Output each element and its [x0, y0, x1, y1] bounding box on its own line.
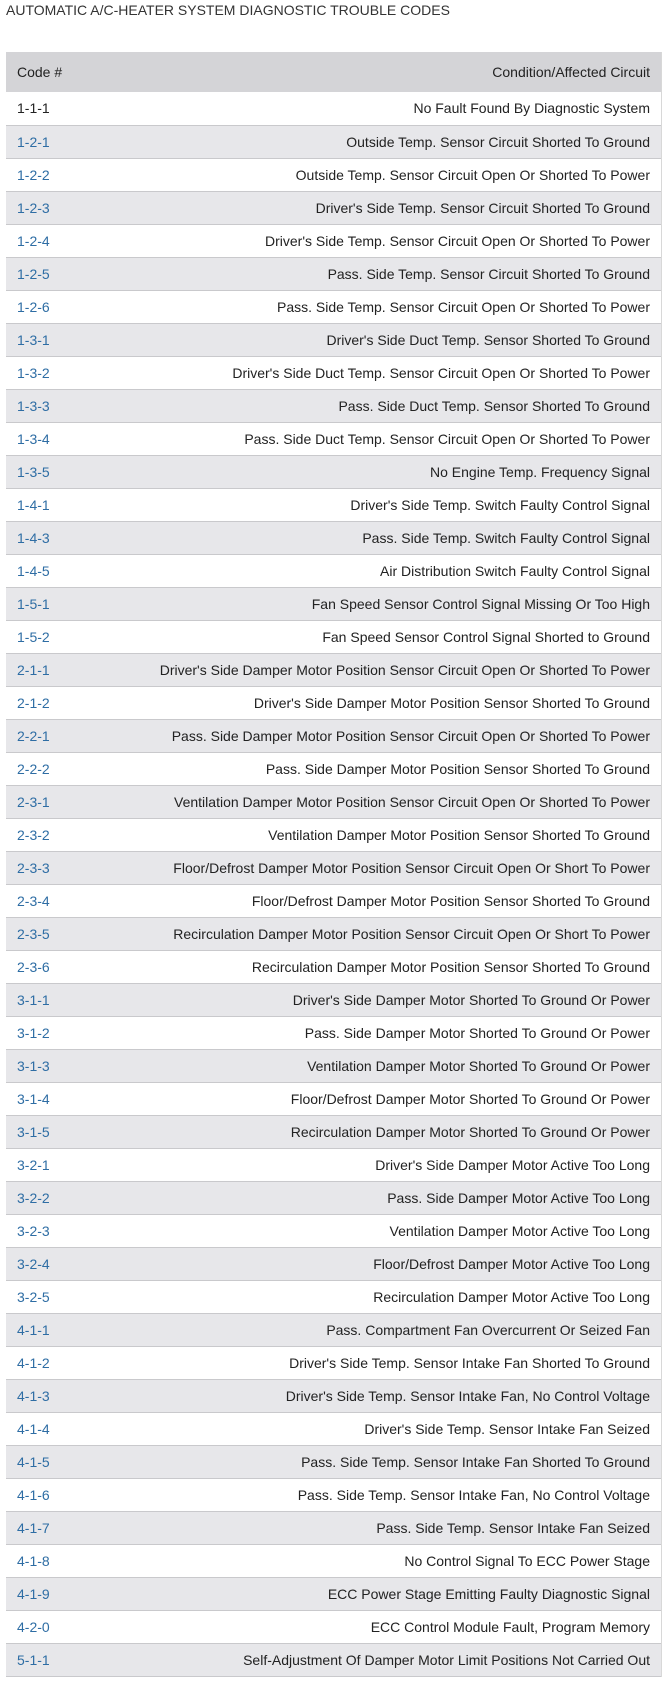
condition-cell: Recirculation Damper Motor Shorted To Ground Or Power: [290, 1123, 650, 1140]
table-body: [6, 92, 661, 1676]
condition-cell: Pass. Side Temp. Sensor Intake Fan Seized: [376, 1519, 650, 1536]
code-link[interactable]: 2-2-1: [17, 727, 50, 744]
condition-cell: Driver's Side Temp. Sensor Intake Fan, No Control Voltage: [285, 1387, 650, 1404]
table-row: [6, 125, 661, 158]
header-condition: Condition/Affected Circuit: [492, 64, 650, 80]
condition-cell: Pass. Compartment Fan Overcurrent Or Seized Fan: [326, 1321, 650, 1338]
code-link[interactable]: 1-2-1: [17, 133, 50, 150]
table-row: [6, 884, 661, 917]
condition-cell: Driver's Side Temp. Sensor Intake Fan Shorted To Ground: [289, 1354, 650, 1371]
code-link[interactable]: 3-1-4: [17, 1090, 50, 1107]
code-link[interactable]: 1-2-5: [17, 265, 50, 282]
table-header: [6, 52, 661, 92]
code-link[interactable]: 3-1-3: [17, 1057, 50, 1074]
code-link[interactable]: 4-1-9: [17, 1585, 50, 1602]
code-link[interactable]: 1-4-1: [17, 496, 50, 513]
table-row: [6, 950, 661, 983]
table-row: [6, 1643, 661, 1676]
code-link[interactable]: 2-3-1: [17, 793, 50, 810]
table-row: [6, 323, 661, 356]
code-link[interactable]: 4-1-2: [17, 1354, 50, 1371]
code-link[interactable]: 1-3-4: [17, 430, 50, 447]
table-row: [6, 389, 661, 422]
table-row: [6, 1313, 661, 1346]
condition-cell: Pass. Side Temp. Sensor Intake Fan Shorted To Ground: [301, 1453, 650, 1470]
table-row: [6, 356, 661, 389]
condition-cell: Pass. Side Damper Motor Position Sensor Shorted To Ground: [265, 760, 650, 777]
table-row: [6, 257, 661, 290]
code-link[interactable]: 1-3-2: [17, 364, 50, 381]
code-link[interactable]: 1-5-1: [17, 595, 50, 612]
table-row: [6, 1412, 661, 1445]
code-link[interactable]: 1-4-3: [17, 529, 50, 546]
header-row: [6, 52, 661, 92]
table-row: [6, 521, 661, 554]
page-title: AUTOMATIC A/C-HEATER SYSTEM DIAGNOSTIC TROUBLE CODES: [6, 2, 450, 18]
condition-cell: Pass. Side Temp. Sensor Circuit Shorted To Ground: [327, 265, 650, 282]
dtc-table-container: [6, 52, 662, 1677]
condition-cell: Driver's Side Damper Motor Position Sensor Shorted To Ground: [253, 694, 650, 711]
condition-cell: Driver's Side Duct Temp. Sensor Shorted To Ground: [326, 331, 650, 348]
condition-cell: Fan Speed Sensor Control Signal Shorted to Ground: [322, 628, 650, 645]
condition-cell: Ventilation Damper Motor Shorted To Ground Or Power: [307, 1057, 650, 1074]
table-row: [6, 488, 661, 521]
condition-cell: Self-Adjustment Of Damper Motor Limit Positions Not Carried Out: [243, 1651, 650, 1668]
code-link[interactable]: 1-4-5: [17, 562, 50, 579]
table-row: [6, 686, 661, 719]
condition-cell: Pass. Side Damper Motor Active Too Long: [387, 1189, 650, 1206]
table-row: [6, 1148, 661, 1181]
code-link[interactable]: 4-1-7: [17, 1519, 50, 1536]
condition-cell: ECC Control Module Fault, Program Memory: [370, 1618, 650, 1635]
condition-cell: Floor/Defrost Damper Motor Shorted To Ground Or Power: [290, 1090, 650, 1107]
code-link[interactable]: 3-2-5: [17, 1288, 50, 1305]
code-link[interactable]: 3-2-1: [17, 1156, 50, 1173]
code-link[interactable]: 2-3-2: [17, 826, 50, 843]
table-row: [6, 785, 661, 818]
condition-cell: Driver's Side Temp. Sensor Circuit Shorted To Ground: [315, 199, 650, 216]
code-cell: 1-1-1: [17, 100, 50, 117]
condition-cell: Outside Temp. Sensor Circuit Open Or Shorted To Power: [295, 166, 650, 183]
table-row: [6, 983, 661, 1016]
condition-cell: Driver's Side Temp. Switch Faulty Control Signal: [350, 496, 650, 513]
condition-cell: No Control Signal To ECC Power Stage: [404, 1552, 650, 1569]
table-row: [6, 1082, 661, 1115]
code-link[interactable]: 5-1-1: [17, 1651, 50, 1668]
code-link[interactable]: 2-3-3: [17, 859, 50, 876]
condition-cell: Recirculation Damper Motor Active Too Long: [373, 1288, 650, 1305]
code-link[interactable]: 1-3-1: [17, 331, 50, 348]
table-row: [6, 422, 661, 455]
code-link[interactable]: 2-1-1: [17, 661, 50, 678]
code-link[interactable]: 1-5-2: [17, 628, 50, 645]
condition-cell: Pass. Side Damper Motor Position Sensor Circuit Open Or Shorted To Power: [171, 727, 650, 744]
code-link[interactable]: 2-1-2: [17, 694, 50, 711]
table-row: [6, 191, 661, 224]
dtc-table: [6, 52, 661, 1677]
condition-cell: ECC Power Stage Emitting Faulty Diagnostic Signal: [327, 1585, 650, 1602]
condition-cell: Pass. Side Duct Temp. Sensor Shorted To Ground: [338, 397, 650, 414]
table-row: [6, 587, 661, 620]
table-row: [6, 455, 661, 488]
condition-cell: Pass. Side Damper Motor Shorted To Ground Or Power: [304, 1024, 650, 1041]
table-row: [6, 92, 661, 125]
condition-cell: Fan Speed Sensor Control Signal Missing Or Too High: [311, 595, 650, 612]
condition-cell: Floor/Defrost Damper Motor Position Sensor Shorted To Ground: [251, 892, 650, 909]
condition-cell: Pass. Side Temp. Switch Faulty Control Signal: [362, 529, 650, 546]
table-row: [6, 1346, 661, 1379]
table-row: [6, 818, 661, 851]
code-link[interactable]: 4-1-4: [17, 1420, 50, 1437]
code-link[interactable]: 3-1-1: [17, 991, 50, 1008]
condition-cell: Air Distribution Switch Faulty Control Signal: [380, 562, 650, 579]
condition-cell: Driver's Side Damper Motor Position Sensor Circuit Open Or Shorted To Power: [159, 661, 650, 678]
condition-cell: Pass. Side Temp. Sensor Intake Fan, No Control Voltage: [297, 1486, 650, 1503]
table-row: [6, 1049, 661, 1082]
code-link[interactable]: 1-2-3: [17, 199, 50, 216]
code-link[interactable]: 2-3-6: [17, 958, 50, 975]
table-row: [6, 1577, 661, 1610]
table-row: [6, 1181, 661, 1214]
condition-cell: Ventilation Damper Motor Position Sensor Circuit Open Or Shorted To Power: [174, 793, 650, 810]
code-link[interactable]: 2-3-4: [17, 892, 50, 909]
condition-cell: Driver's Side Temp. Sensor Circuit Open Or Shorted To Power: [265, 232, 650, 249]
table-row: [6, 1478, 661, 1511]
table-row: [6, 1016, 661, 1049]
table-row: [6, 917, 661, 950]
condition-cell: Driver's Side Damper Motor Shorted To Ground Or Power: [292, 991, 650, 1008]
code-link[interactable]: 3-1-5: [17, 1123, 50, 1140]
code-link[interactable]: 2-3-5: [17, 925, 50, 942]
code-link[interactable]: 1-2-6: [17, 298, 50, 315]
condition-cell: Pass. Side Temp. Sensor Circuit Open Or Shorted To Power: [277, 298, 650, 315]
table-row: [6, 1445, 661, 1478]
code-link[interactable]: 4-1-1: [17, 1321, 50, 1338]
code-link[interactable]: 4-1-5: [17, 1453, 50, 1470]
code-link[interactable]: 3-2-2: [17, 1189, 50, 1206]
condition-cell: Recirculation Damper Motor Position Sensor Circuit Open Or Short To Power: [173, 925, 650, 942]
table-row: [6, 752, 661, 785]
code-link[interactable]: 2-2-2: [17, 760, 50, 777]
code-link[interactable]: 3-2-3: [17, 1222, 50, 1239]
header-code: Code #: [17, 64, 63, 80]
code-link[interactable]: 1-2-2: [17, 166, 50, 183]
table-row: [6, 1544, 661, 1577]
table-row: [6, 719, 661, 752]
table-row: [6, 1379, 661, 1412]
code-link[interactable]: 1-2-4: [17, 232, 50, 249]
condition-cell: Driver's Side Temp. Sensor Intake Fan Seized: [364, 1420, 650, 1437]
table-row: [6, 1511, 661, 1544]
table-row: [6, 1280, 661, 1313]
condition-cell: Pass. Side Duct Temp. Sensor Circuit Open Or Shorted To Power: [244, 430, 650, 447]
code-link[interactable]: 4-1-3: [17, 1387, 50, 1404]
condition-cell: Ventilation Damper Motor Active Too Long: [389, 1222, 650, 1239]
code-link[interactable]: 4-2-0: [17, 1618, 50, 1635]
condition-cell: Recirculation Damper Motor Position Sensor Shorted To Ground: [251, 958, 650, 975]
table-row: [6, 653, 661, 686]
condition-cell: Floor/Defrost Damper Motor Active Too Long: [373, 1255, 650, 1272]
table-row: [6, 158, 661, 191]
condition-cell: Ventilation Damper Motor Position Sensor Shorted To Ground: [268, 826, 650, 843]
condition-cell: Driver's Side Duct Temp. Sensor Circuit Open Or Shorted To Power: [232, 364, 650, 381]
code-link[interactable]: 1-3-5: [17, 463, 50, 480]
condition-cell: No Fault Found By Diagnostic System: [413, 100, 650, 117]
table-row: [6, 1214, 661, 1247]
table-row: [6, 1610, 661, 1643]
table-row: [6, 851, 661, 884]
condition-cell: Floor/Defrost Damper Motor Position Sensor Circuit Open Or Short To Power: [173, 859, 650, 876]
condition-cell: No Engine Temp. Frequency Signal: [430, 463, 650, 480]
table-row: [6, 1247, 661, 1280]
table-row: [6, 554, 661, 587]
table-row: [6, 224, 661, 257]
code-link[interactable]: 4-1-8: [17, 1552, 50, 1569]
table-row: [6, 290, 661, 323]
condition-cell: Outside Temp. Sensor Circuit Shorted To Ground: [346, 133, 650, 150]
table-row: [6, 620, 661, 653]
condition-cell: Driver's Side Damper Motor Active Too Long: [375, 1156, 650, 1173]
code-link[interactable]: 4-1-6: [17, 1486, 50, 1503]
table-row: [6, 1115, 661, 1148]
code-link[interactable]: 3-1-2: [17, 1024, 50, 1041]
code-link[interactable]: 3-2-4: [17, 1255, 50, 1272]
code-link[interactable]: 1-3-3: [17, 397, 50, 414]
